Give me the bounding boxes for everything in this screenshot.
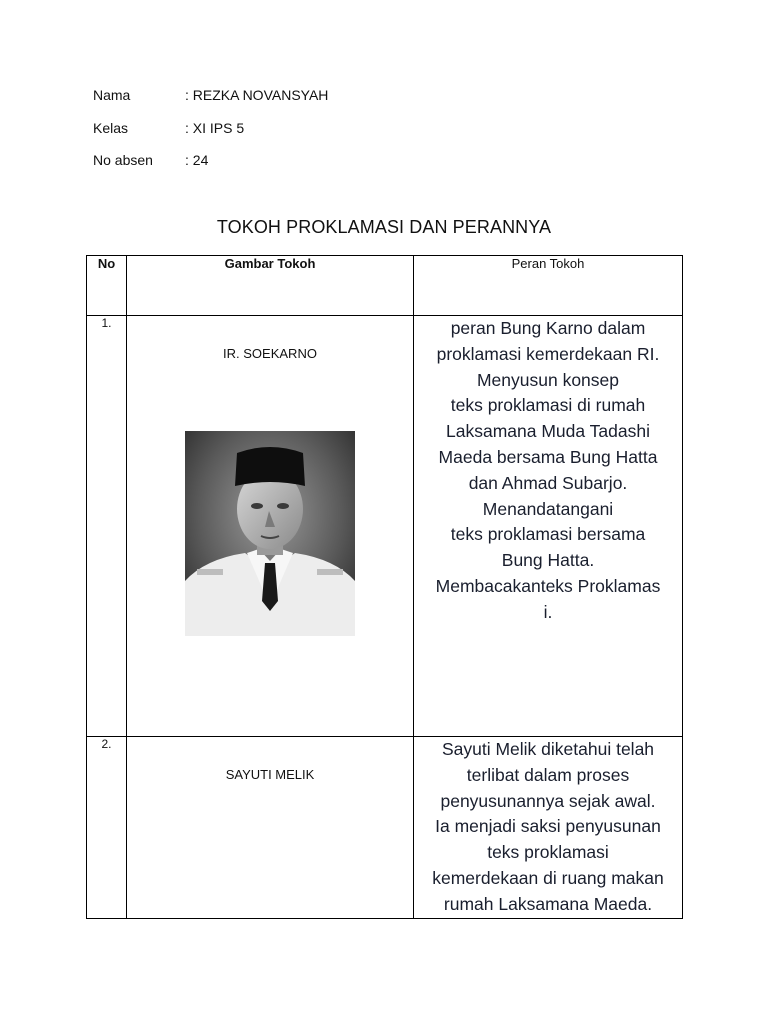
table-header-row xyxy=(87,256,683,316)
tokoh-cell xyxy=(127,316,414,737)
nama-value: : REZKA NOVANSYAH xyxy=(185,87,329,103)
header-gambar: Gambar Tokoh xyxy=(127,256,414,316)
peran-line: Membacakanteks Proklamas xyxy=(435,575,661,596)
absen-value: : 24 xyxy=(185,152,209,168)
peran-line: Maeda bersama Bung Hatta xyxy=(438,446,658,467)
peran-line: Menandatangani xyxy=(482,498,614,519)
peran-line: proklamasi kemerdekaan RI. xyxy=(436,343,660,364)
peran-cell xyxy=(414,737,683,919)
header-no: No xyxy=(87,256,127,316)
peran-line: terlibat dalam proses xyxy=(466,764,630,785)
peran-line: Laksamana Muda Tadashi xyxy=(446,421,650,442)
tokoh-table xyxy=(86,255,683,919)
peran-line: rumah Laksamana Maeda. xyxy=(443,893,653,914)
soekarno-portrait-photo xyxy=(185,431,355,636)
peran-line: peran Bung Karno dalam xyxy=(450,318,646,338)
nama-label: Nama xyxy=(93,87,131,103)
tokoh-name: SAYUTI MELIK xyxy=(225,767,315,782)
header-peran: Peran Tokoh xyxy=(414,256,683,316)
kelas-value: : XI IPS 5 xyxy=(185,120,245,136)
peran-line: Sayuti Melik diketahui telah xyxy=(441,739,655,759)
absen-label: No absen xyxy=(93,152,153,168)
kelas-label: Kelas xyxy=(93,120,129,136)
peran-line: Bung Hatta. xyxy=(501,550,595,571)
table-row xyxy=(87,316,683,737)
page-title: TOKOH PROKLAMASI DAN PERANNYA xyxy=(216,217,552,237)
peran-line: kemerdekaan di ruang makan xyxy=(432,867,664,888)
peran-cell xyxy=(414,316,683,737)
peran-line: penyusunannya sejak awal. xyxy=(440,790,656,811)
peran-line: dan Ahmad Subarjo. xyxy=(468,472,628,493)
tokoh-name: IR. SOEKARNO xyxy=(223,346,317,361)
tokoh-cell xyxy=(127,737,414,919)
peran-line: teks proklamasi bersama xyxy=(450,524,646,545)
peran-line: teks proklamasi xyxy=(487,842,609,863)
peran-line: Menyusun konsep xyxy=(476,369,620,390)
row-number: 1. xyxy=(87,316,127,737)
peran-line: teks proklamasi di rumah xyxy=(450,395,646,416)
table-row xyxy=(87,737,683,919)
peran-line: i. xyxy=(543,601,553,622)
peran-line: Ia menjadi saksi penyusunan xyxy=(435,816,661,837)
row-number: 2. xyxy=(87,737,127,919)
